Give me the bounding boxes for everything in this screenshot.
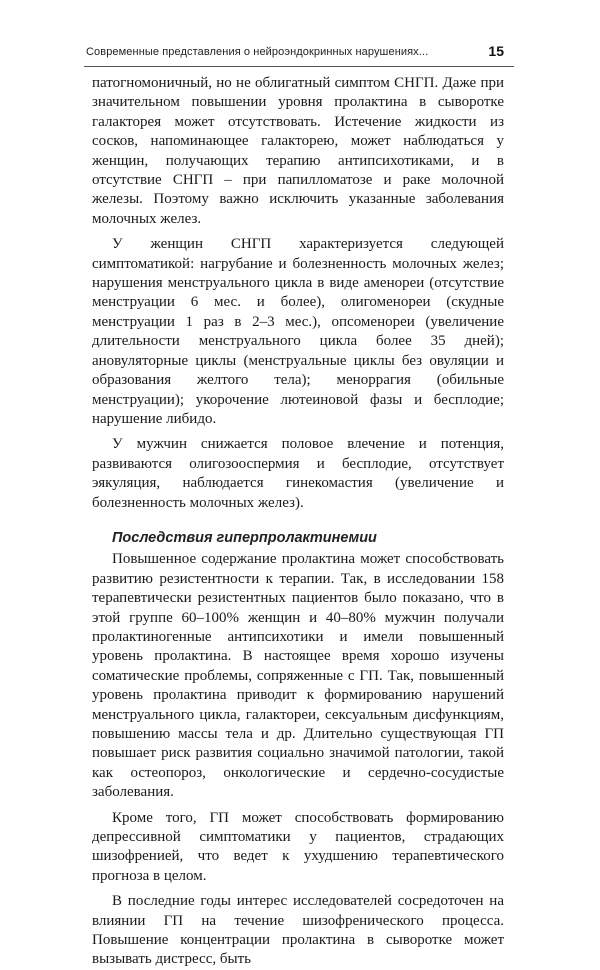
page-number: 15 <box>488 43 504 59</box>
paragraph-consequences: Повышенное содержание пролактина может способствовать развитию резистентности к терапии. Так, в исследовании 158 терапевтически резистентных пациентов было показано, что в этой группе 60–100% женщин и 40–80% мужчин получали пролактиногенные антипсихотики и имели повышенный уровень пролактина. В настоящее время хорошо изучены соматические проблемы, сопряженные с ГП. Так, повышенный уровень пролактина приводит к формированию нарушений менструального цикла, галактореи, сексуальным дисфункциям, повышению массы тела и др. Длительно существующая ГП повышает риск развития социально значимой патологии, такой как остеопороз, онкологические и сердечно-сосудистые заболевания. <box>92 551 504 801</box>
header-rule <box>84 66 514 67</box>
running-title: Современные представления о нейроэндокринных нарушениях... <box>86 46 429 58</box>
paragraph-schizophrenia: В последние годы интерес исследователей сосредоточен на влиянии ГП на течение шизофренического процесса. Повышение концентрации пролактина в сыворотке может вызывать дистресс, быть <box>92 893 504 968</box>
paragraph-continued: патогномоничный, но не облигатный симптом СНГП. Даже при значительном повышении уровня пролактина в сыворотке галакторея может отсутствовать. Истечение жидкости из сосков, напоминающее галакторею, может наблюдаться у женщин, получающих терапию антипсихотиками, и в отсутствие СНГП – при папилломатозе и раке молочной железы. Поэтому важно исключить указанные заболевания молочных желез. <box>92 75 504 227</box>
page-header <box>84 38 514 68</box>
page-body <box>92 74 504 970</box>
paragraph-male-symptoms: У мужчин снижается половое влечение и потенция, развиваются олигозооспермия и бесплодие, отсутствует эякуляция, наблюдается гинекомастия (увеличение и болезненность молочных желез). <box>92 436 504 511</box>
section-heading: Последствия гиперпролактинемии <box>112 529 377 546</box>
paragraph-depression: Кроме того, ГП может способствовать формированию депрессивной симптоматики у пациентов, страдающих шизофренией, что ведет к ухудшению терапевтического прогноза в целом. <box>92 809 504 884</box>
paragraph-female-symptoms: У женщин СНГП характеризуется следующей симптоматикой: нагрубание и болезненность молочных желез; нарушения менструального цикла в виде аменореи (отсутствие менструации 6 мес. и более), олигоменореи (скудные менструации 1 раз в 2–3 мес.), опсоменореи (увеличение длительности менструального цикла более 35 дней); ановуляторные циклы (менструальные циклы без овуляции и образования желтого тела); меноррагия (обильные менструации); укорочение лютеиновой фазы и бесплодие; нарушение либидо. <box>92 236 504 427</box>
